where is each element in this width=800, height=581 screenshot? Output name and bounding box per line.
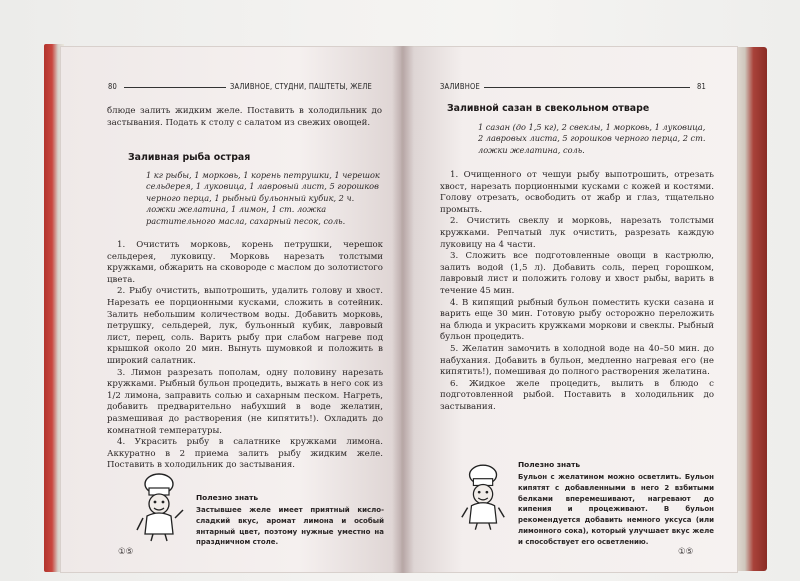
step-3: 3. Лимон разрезать пополам, одну половину нарезать кружками. Рыбный бульон процедить, выжать в него сок из 1/2 лимона, заправить солью и сахарным песком. Нагреть, добавить предварительно набухший в воде желатин, размешивая до растворения (не кипятить!). Охладить до комнатной температуры. (107, 367, 383, 436)
book-gutter (392, 46, 414, 573)
step-4: 4. В кипящий рыбный бульон поместить куски сазана и варить еще 30 мин. Готовую рыбу осторожно переложить на блюда и украсить кружками моркови и свеклы. Рыбный бульон процедить. (440, 297, 714, 343)
left-tip-title: Полезно знать (196, 493, 259, 502)
left-intro-paragraph (107, 106, 382, 129)
step-2: 2. Очистить свеклу и морковь, нарезать толстыми кружками. Репчатый лук очистить, разрезать каждую луковицу на 4 части. (440, 216, 714, 250)
right-recipe-title: Заливной сазан в свекольном отваре (447, 103, 650, 114)
right-tip-title: Полезно знать (518, 460, 581, 469)
right-page-number: 81 (697, 82, 706, 91)
right-header-rule (484, 87, 690, 88)
right-steps (440, 170, 714, 413)
left-ingredients: 1 кг рыбы, 1 морковь, 1 корень петрушки, 1 черешок сельдерея, 1 луковица, 1 лавровый лист, 5 горошков черного перца, 1 рыбный бульонный кубик, 2 ч. ложки желатина, 1 лимон, 1 ст. ложка растительного масла, сахарный песок, соль. (146, 170, 380, 226)
left-page-number: 80 (108, 82, 117, 91)
step-2: 2. Рыбу очистить, выпотрошить, удалить голову и хвост. Нарезать ее порционными кусками, сложить в сотейник. Залить небольшим количеством воды. Добавить морковь, петрушку, сельдерей, лук, бульонный кубик, лавровый лист, перец, соль. Варить рыбу при слабом нагреве под крышкой около 20 мин. Вынуть шумовкой и положить в широкий салатник. (107, 286, 383, 366)
right-tip-text: Бульон с желатином можно осветлить. Бульон кипятят с добавленными в него 2 взбитыми белками вперемешивают, нагревают до кипения и процеживают. В бульон рекомендуется добавить немного уксуса (или лимонного сока), который улучшает вкус желе и способствует его осветлению. (518, 473, 714, 546)
intro-text: блюде залить жидким желе. Поставить в холодильник до застывания. Подать к столу с салатом из свежих овощей. (107, 106, 382, 128)
step-5: 5. Желатин замочить в холодной воде на 40–50 мин. до набухания. Добавить в бульон, медленно нагревая его (не кипятить!), помешивая до полного растворения желатина. (440, 343, 714, 378)
right-ingredients: 1 сазан (до 1,5 кг), 2 свеклы, 1 морковь, 1 луковица, 2 лавровых листа, 5 горошков черного перца, 2 ст. ложки желатина, соль. (478, 122, 706, 155)
right-footer-mark: ①⑤ (678, 547, 694, 557)
book-cover-right-edge (733, 47, 767, 571)
right-running-head: ЗАЛИВНОЕ (440, 82, 480, 91)
chef-icon (133, 472, 187, 542)
step-6: 6. Жидкое желе процедить, вылить в блюдо с подготовленной рыбой. Поставить в холодильник до застывания. (440, 378, 714, 412)
chef-icon (458, 462, 510, 532)
left-tip-text: Застывшее желе имеет приятный кисло-сладкий вкус, аромат лимона и особый янтарный цвет, поэтому нужные уместно на праздничном столе. (196, 506, 384, 547)
left-recipe-title: Заливная рыба острая (128, 152, 251, 163)
left-header-rule (124, 87, 226, 88)
step-1: 1. Очищенного от чешуи рыбу выпотрошить, отрезать хвост, нарезать порционными кусками с кожей и костями. Голову отрезать, освободить от жабр и глаз, тщательно промыть. (440, 170, 714, 215)
step-1: 1. Очистить морковь, корень петрушки, черешок сельдерея, луковицу. Морковь нарезать толстыми кружками, обжарить на сковороде с маслом до золотистого цвета. (107, 240, 383, 285)
step-3: 3. Сложить все подготовленные овощи в кастрюлю, залить водой (1,5 л). Добавить соль, перец горошком, лавровый лист и положить голову и хвост рыбы, варить в течение 45 мин. (440, 251, 714, 296)
left-footer-mark: ①⑤ (118, 547, 134, 557)
left-steps (107, 240, 383, 472)
left-running-head: ЗАЛИВНОЕ, СТУДНИ, ПАШТЕТЫ, ЖЕЛЕ (230, 82, 372, 91)
step-4: 4. Украсить рыбу в салатнике кружками лимона. Аккуратно в 2 приема залить рыбу жидким желе. Поставить в холодильник до застывания. (107, 437, 383, 471)
